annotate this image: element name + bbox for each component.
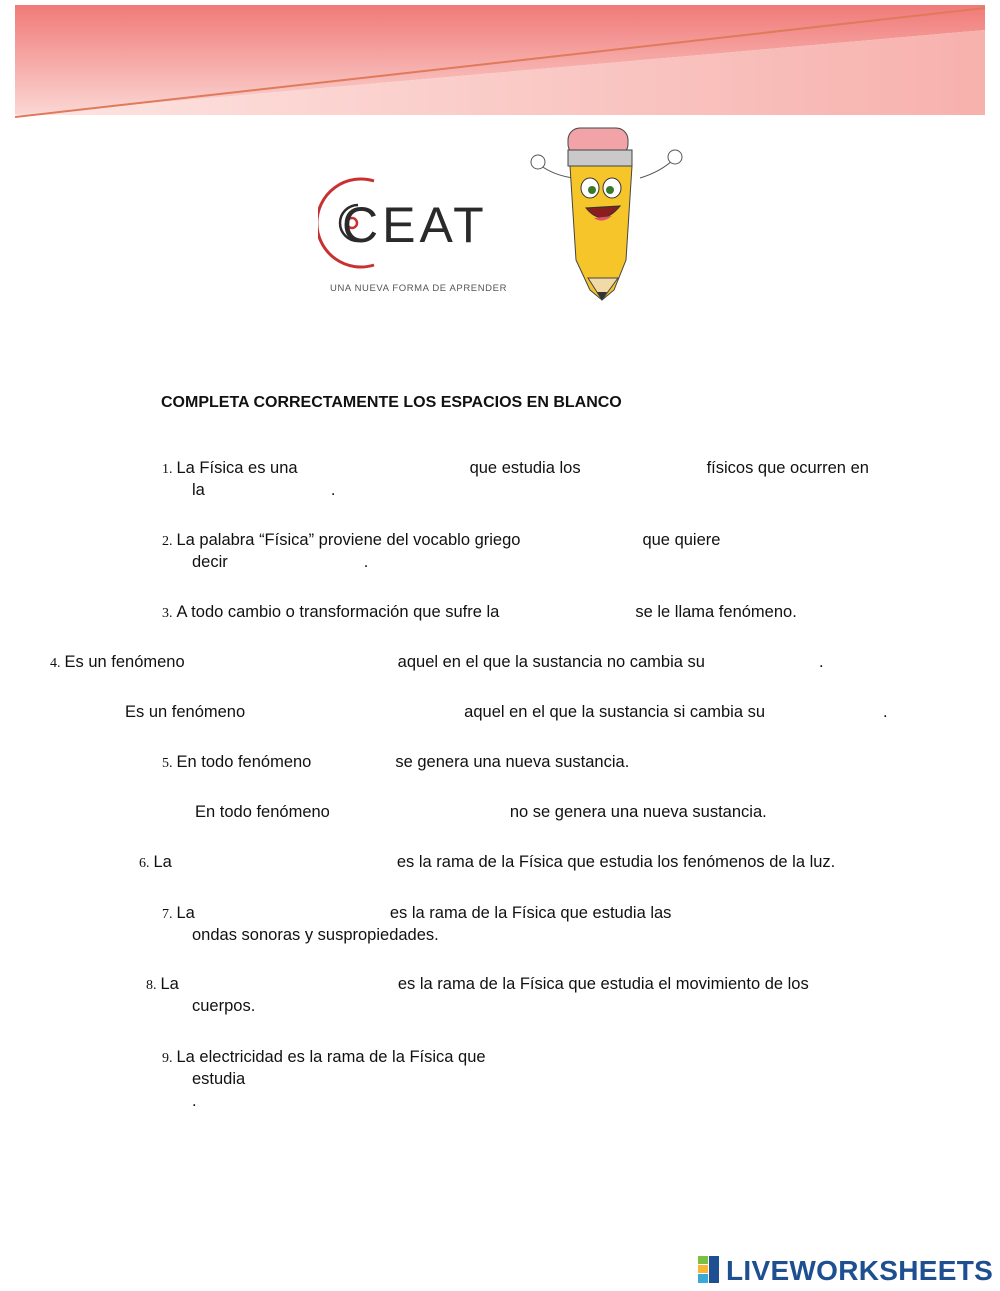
question-9-line-2 [192, 1069, 245, 1089]
question-text: . [363, 553, 369, 571]
question-number: 9. [162, 1051, 173, 1066]
question-5 [162, 752, 629, 774]
question-text: La [160, 975, 179, 993]
question-4 [50, 652, 824, 674]
question-2-line-2 [192, 552, 368, 572]
question-8-line-2 [192, 996, 255, 1016]
question-text: no se genera una nueva sustancia. [509, 803, 767, 821]
question-text: estudia [192, 1070, 246, 1088]
question-text: La [153, 853, 172, 871]
question-text: se le llama fenómeno. [635, 603, 797, 621]
question-text: ondas sonoras y suspropiedades. [192, 926, 439, 944]
question-5-part-2 [195, 802, 767, 822]
question-text: . [330, 481, 336, 499]
question-text: Es un fenómeno [125, 703, 246, 721]
question-text: En todo fenómeno [176, 753, 312, 771]
worksheet-title: COMPLETA CORRECTAMENTE LOS ESPACIOS EN BLANCO [161, 394, 622, 411]
question-8-line-1 [146, 974, 809, 996]
question-text: que estudia los [469, 459, 581, 477]
pencil-mascot-icon [528, 120, 688, 310]
question-number: 2. [162, 534, 173, 549]
question-number: 7. [162, 907, 173, 922]
question-number: 3. [162, 606, 173, 621]
question-text: aquel en el que la sustancia no cambia su [397, 653, 705, 671]
question-2-line-1 [162, 530, 720, 552]
liveworksheets-brand [696, 1255, 994, 1289]
question-4-part-2 [125, 702, 888, 722]
question-7-line-2 [192, 925, 439, 945]
question-3 [162, 602, 797, 624]
question-text: aquel en el que la sustancia si cambia su [464, 703, 766, 721]
question-text: es la rama de la Física que estudia las [389, 904, 672, 922]
logo-text: CEAT [342, 197, 488, 253]
header-banner [0, 0, 1000, 130]
question-number: 4. [50, 656, 61, 671]
question-1-line-1 [162, 458, 869, 480]
question-1-line-2 [192, 480, 335, 500]
question-text: La electricidad es la rama de la Física que [176, 1048, 486, 1066]
question-text: A todo cambio o transformación que sufre la [176, 603, 500, 621]
liveworksheets-logo-icon [696, 1256, 722, 1284]
question-text: . [883, 703, 888, 721]
question-number: 8. [146, 978, 157, 993]
question-text: físicos que ocurren en [706, 459, 869, 477]
question-text: decir [192, 553, 228, 571]
brand-name: LIVEWORKSHEETS [726, 1255, 994, 1286]
question-text: que quiere [642, 531, 721, 549]
question-text: se genera una nueva sustancia. [395, 753, 630, 771]
question-text: En todo fenómeno [195, 803, 330, 821]
question-9-line-1 [162, 1047, 486, 1069]
question-text: . [192, 1092, 197, 1110]
question-text: La palabra “Física” proviene del vocablo griego [176, 531, 521, 549]
question-text: es la rama de la Física que estudia los fenómenos de la luz. [396, 853, 836, 871]
question-number: 5. [162, 756, 173, 771]
question-text: es la rama de la Física que estudia el movimiento de los [397, 975, 809, 993]
question-number: 1. [162, 462, 173, 477]
question-text: La Física es una [176, 459, 298, 477]
question-text: cuerpos. [192, 997, 256, 1015]
question-text: La [176, 904, 195, 922]
question-text: Es un fenómeno [64, 653, 185, 671]
logo-tagline: UNA NUEVA FORMA DE APRENDER [330, 283, 508, 294]
question-text: la [192, 481, 205, 499]
question-text: . [818, 653, 824, 671]
question-9-line-3 [192, 1091, 197, 1111]
question-7-line-1 [162, 903, 671, 925]
question-6 [139, 852, 835, 874]
question-number: 6. [139, 856, 150, 871]
